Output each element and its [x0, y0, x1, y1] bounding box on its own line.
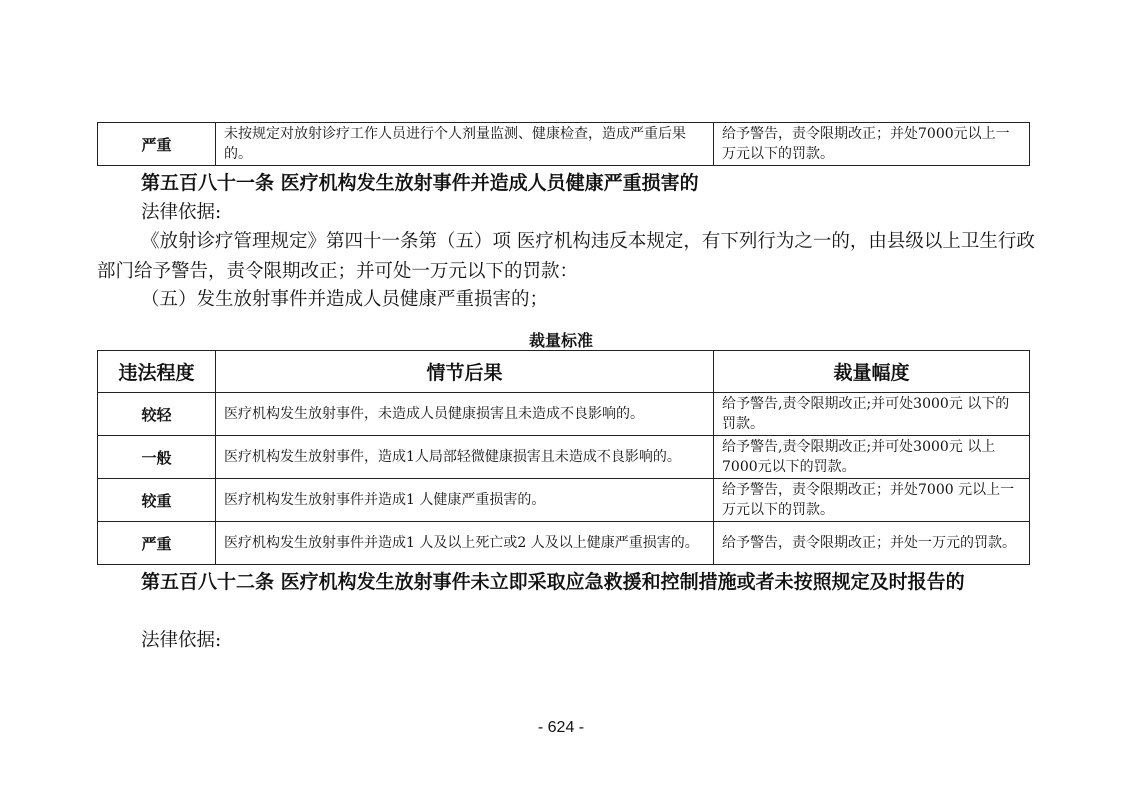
consequence-cell: 医疗机构发生放射事件，造成1人局部轻微健康损害且未造成不良影响的。 [216, 436, 714, 479]
header-consequence: 情节后果 [216, 351, 714, 393]
level-cell: 严重 [98, 522, 216, 565]
level-cell: 较重 [98, 479, 216, 522]
article-581-basis-text: 《放射诊疗管理规定》第四十一条第（五）项 医疗机构违反本规定，有下列行为之一的，由县级以上卫生行政部门给予警告，责令限期改正；并可处一万元以下的罚款： [97, 231, 1035, 282]
table-row [98, 479, 1030, 522]
consequence-cell: 医疗机构发生放射事件并造成1 人健康严重损害的。 [216, 479, 714, 522]
range-cell: 给予警告，责令限期改正；并处一万元的罚款。 [714, 522, 1030, 565]
table-row [98, 123, 1030, 166]
article-582-basis-label: 法律依据: [141, 630, 222, 651]
consequence-cell: 医疗机构发生放射事件，未造成人员健康损害且未造成不良影响的。 [216, 393, 714, 436]
article-581-title: 第五百八十一条 医疗机构发生放射事件并造成人员健康严重损害的 [141, 172, 699, 194]
range-cell: 给予警告，责令限期改正；并处7000 元以上一万元以下的罚款。 [714, 479, 1030, 522]
header-level: 违法程度 [98, 351, 216, 393]
consequence-cell: 医疗机构发生放射事件并造成1 人及以上死亡或2 人及以上健康严重损害的。 [216, 522, 714, 565]
range-cell: 给予警告,责令限期改正;并可处3000元 以下的罚款。 [714, 393, 1030, 436]
page-number: - 624 - [537, 719, 585, 736]
level-cell: 严重 [98, 123, 216, 166]
article-582-title: 第五百八十二条 医疗机构发生放射事件未立即采取应急救援和控制措施或者未按照规定及时报告的 [141, 571, 965, 593]
article-581-item: （五）发生放射事件并造成人员健康严重损害的； [141, 289, 549, 310]
article-581-basis-label: 法律依据: [141, 202, 222, 223]
table-caption: 裁量标准 [528, 331, 593, 350]
table-row [98, 522, 1030, 565]
header-range: 裁量幅度 [714, 351, 1030, 393]
range-cell: 给予警告,责令限期改正;并可处3000元 以上7000元以下的罚款。 [714, 436, 1030, 479]
table-row [98, 436, 1030, 479]
range-cell: 给予警告，责令限期改正；并处7000元以上一万元以下的罚款。 [714, 123, 1030, 166]
consequence-cell: 未按规定对放射诊疗工作人员进行个人剂量监测、健康检查，造成严重后果的。 [216, 123, 714, 166]
standards-table [97, 350, 1030, 565]
table-header-row [98, 351, 1030, 393]
level-cell: 一般 [98, 436, 216, 479]
level-cell: 较轻 [98, 393, 216, 436]
previous-standards-table-fragment [97, 122, 1030, 166]
table-row [98, 393, 1030, 436]
